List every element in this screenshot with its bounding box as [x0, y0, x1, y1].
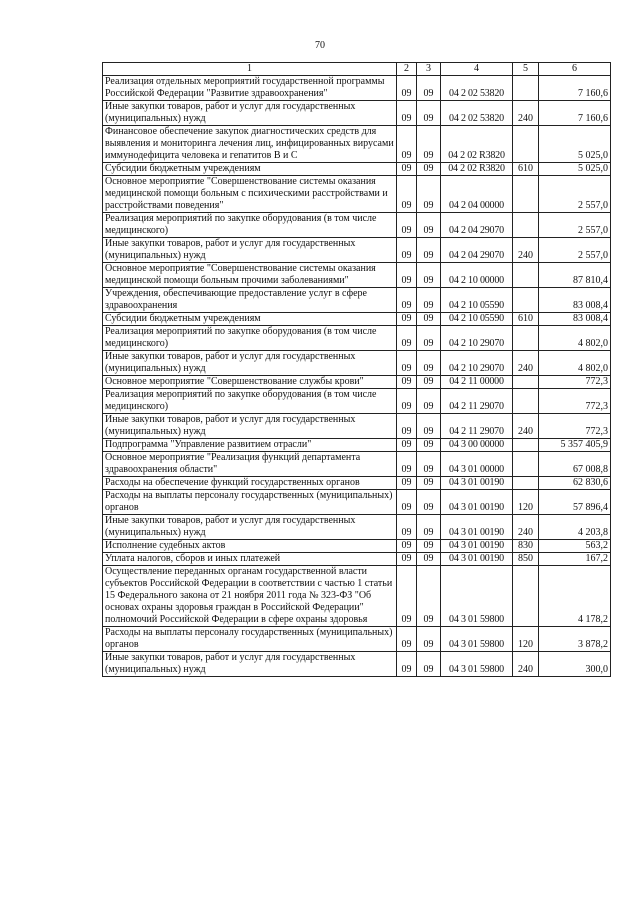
cell-subsection: 09 [417, 627, 441, 652]
cell-amount: 7 160,6 [539, 101, 611, 126]
cell-target-code: 04 2 02 R3820 [441, 126, 513, 163]
cell-expense-type: 240 [513, 414, 539, 439]
cell-section: 09 [397, 566, 417, 627]
cell-name: Иные закупки товаров, работ и услуг для государственных (муниципальных) нужд [103, 515, 397, 540]
cell-expense-type [513, 477, 539, 490]
cell-expense-type: 120 [513, 490, 539, 515]
table-row [103, 477, 611, 490]
cell-target-code: 04 3 01 00190 [441, 553, 513, 566]
cell-amount: 7 160,6 [539, 76, 611, 101]
cell-section: 09 [397, 376, 417, 389]
cell-subsection: 09 [417, 101, 441, 126]
cell-section: 09 [397, 515, 417, 540]
table-row [103, 326, 611, 351]
cell-expense-type [513, 126, 539, 163]
cell-expense-type [513, 213, 539, 238]
cell-amount: 772,3 [539, 376, 611, 389]
cell-name: Уплата налогов, сборов и иных платежей [103, 553, 397, 566]
cell-section: 09 [397, 414, 417, 439]
cell-target-code: 04 2 02 R3820 [441, 163, 513, 176]
cell-subsection: 09 [417, 389, 441, 414]
cell-section: 09 [397, 76, 417, 101]
cell-name: Осуществление переданных органам государственной власти субъектов Российской Федерации в соответствии с частью 1 статьи 15 Федерального закона от 21 ноября 2011 года № 323-ФЗ "Об основах охраны здоровья граждан в Российской Федерации" полномочий Российской Федерации в сфере охраны здоровья [103, 566, 397, 627]
cell-section: 09 [397, 439, 417, 452]
cell-subsection: 09 [417, 213, 441, 238]
table-row [103, 213, 611, 238]
cell-name: Иные закупки товаров, работ и услуг для государственных (муниципальных) нужд [103, 652, 397, 677]
cell-amount: 4 178,2 [539, 566, 611, 627]
cell-expense-type: 240 [513, 652, 539, 677]
table-row [103, 176, 611, 213]
cell-target-code: 04 2 11 29070 [441, 414, 513, 439]
cell-amount: 300,0 [539, 652, 611, 677]
cell-subsection: 09 [417, 126, 441, 163]
cell-name: Реализация мероприятий по закупке оборудования (в том числе медицинского) [103, 326, 397, 351]
table-row [103, 238, 611, 263]
cell-target-code: 04 3 01 59800 [441, 627, 513, 652]
cell-subsection: 09 [417, 313, 441, 326]
column-header-name: 1 [103, 63, 397, 76]
cell-amount: 5 025,0 [539, 126, 611, 163]
cell-expense-type: 610 [513, 313, 539, 326]
cell-target-code: 04 2 04 29070 [441, 238, 513, 263]
cell-subsection: 09 [417, 477, 441, 490]
cell-target-code: 04 2 04 29070 [441, 213, 513, 238]
cell-section: 09 [397, 163, 417, 176]
cell-target-code: 04 3 01 59800 [441, 652, 513, 677]
cell-target-code: 04 2 10 29070 [441, 351, 513, 376]
column-header-subsection: 3 [417, 63, 441, 76]
table-row [103, 313, 611, 326]
cell-name: Субсидии бюджетным учреждениям [103, 313, 397, 326]
cell-amount: 2 557,0 [539, 176, 611, 213]
cell-amount: 2 557,0 [539, 213, 611, 238]
budget-rows [103, 76, 611, 677]
table-row [103, 627, 611, 652]
cell-amount: 57 896,4 [539, 490, 611, 515]
cell-section: 09 [397, 288, 417, 313]
cell-expense-type: 120 [513, 627, 539, 652]
cell-section: 09 [397, 176, 417, 213]
table-row [103, 376, 611, 389]
cell-section: 09 [397, 313, 417, 326]
cell-subsection: 09 [417, 351, 441, 376]
table-row [103, 414, 611, 439]
cell-subsection: 09 [417, 176, 441, 213]
cell-subsection: 09 [417, 652, 441, 677]
cell-subsection: 09 [417, 553, 441, 566]
cell-subsection: 09 [417, 238, 441, 263]
cell-section: 09 [397, 477, 417, 490]
cell-target-code: 04 3 01 00190 [441, 477, 513, 490]
cell-target-code: 04 2 10 05590 [441, 313, 513, 326]
cell-amount: 5 357 405,9 [539, 439, 611, 452]
cell-name: Финансовое обеспечение закупок диагностических средств для выявления и мониторинга лечения лиц, инфицированных вирусами иммунодефицита человека и гепатитов В и С [103, 126, 397, 163]
cell-name: Субсидии бюджетным учреждениям [103, 163, 397, 176]
cell-expense-type: 240 [513, 238, 539, 263]
cell-name: Реализация отдельных мероприятий государственной программы Российской Федерации "Развитие здравоохранения" [103, 76, 397, 101]
cell-expense-type [513, 389, 539, 414]
cell-amount: 4 203,8 [539, 515, 611, 540]
cell-section: 09 [397, 490, 417, 515]
column-header-amount: 6 [539, 63, 611, 76]
cell-amount: 2 557,0 [539, 238, 611, 263]
cell-name: Иные закупки товаров, работ и услуг для государственных (муниципальных) нужд [103, 101, 397, 126]
cell-subsection: 09 [417, 566, 441, 627]
cell-subsection: 09 [417, 326, 441, 351]
page-number: 70 [315, 40, 325, 51]
cell-subsection: 09 [417, 414, 441, 439]
cell-subsection: 09 [417, 76, 441, 101]
table-row [103, 540, 611, 553]
table-row [103, 566, 611, 627]
cell-target-code: 04 2 11 00000 [441, 376, 513, 389]
column-header-target-code: 4 [441, 63, 513, 76]
cell-expense-type [513, 439, 539, 452]
cell-target-code: 04 3 00 00000 [441, 439, 513, 452]
cell-amount: 67 008,8 [539, 452, 611, 477]
cell-target-code: 04 2 10 00000 [441, 263, 513, 288]
cell-subsection: 09 [417, 263, 441, 288]
cell-expense-type: 850 [513, 553, 539, 566]
cell-section: 09 [397, 326, 417, 351]
cell-expense-type [513, 288, 539, 313]
cell-target-code: 04 2 02 53820 [441, 76, 513, 101]
table-row [103, 288, 611, 313]
cell-subsection: 09 [417, 452, 441, 477]
cell-target-code: 04 3 01 00190 [441, 540, 513, 553]
cell-target-code: 04 3 01 00190 [441, 515, 513, 540]
cell-amount: 87 810,4 [539, 263, 611, 288]
cell-subsection: 09 [417, 439, 441, 452]
cell-amount: 5 025,0 [539, 163, 611, 176]
cell-section: 09 [397, 627, 417, 652]
cell-name: Иные закупки товаров, работ и услуг для государственных (муниципальных) нужд [103, 238, 397, 263]
column-header-expense-type: 5 [513, 63, 539, 76]
cell-amount: 772,3 [539, 389, 611, 414]
cell-expense-type [513, 263, 539, 288]
cell-name: Учреждения, обеспечивающие предоставление услуг в сфере здравоохранения [103, 288, 397, 313]
cell-target-code: 04 2 04 00000 [441, 176, 513, 213]
cell-section: 09 [397, 238, 417, 263]
cell-subsection: 09 [417, 540, 441, 553]
table-row [103, 452, 611, 477]
cell-name: Основное мероприятие "Совершенствование службы крови" [103, 376, 397, 389]
cell-expense-type [513, 326, 539, 351]
cell-expense-type: 240 [513, 101, 539, 126]
budget-table [102, 62, 611, 677]
cell-amount: 4 802,0 [539, 351, 611, 376]
cell-target-code: 04 2 10 29070 [441, 326, 513, 351]
cell-name: Исполнение судебных актов [103, 540, 397, 553]
cell-amount: 83 008,4 [539, 288, 611, 313]
cell-expense-type [513, 452, 539, 477]
cell-target-code: 04 3 01 00190 [441, 490, 513, 515]
cell-expense-type: 240 [513, 351, 539, 376]
cell-name: Иные закупки товаров, работ и услуг для государственных (муниципальных) нужд [103, 351, 397, 376]
cell-section: 09 [397, 389, 417, 414]
cell-name: Основное мероприятие "Совершенствование системы оказания медицинской помощи больным прочими заболеваниями" [103, 263, 397, 288]
cell-name: Подпрограмма "Управление развитием отрасли" [103, 439, 397, 452]
cell-amount: 4 802,0 [539, 326, 611, 351]
table-row [103, 652, 611, 677]
cell-name: Основное мероприятие "Реализация функций департамента здравоохранения области" [103, 452, 397, 477]
cell-section: 09 [397, 452, 417, 477]
cell-expense-type [513, 176, 539, 213]
column-header-section: 2 [397, 63, 417, 76]
cell-name: Реализация мероприятий по закупке оборудования (в том числе медицинского) [103, 389, 397, 414]
cell-subsection: 09 [417, 515, 441, 540]
cell-subsection: 09 [417, 288, 441, 313]
cell-expense-type: 610 [513, 163, 539, 176]
cell-target-code: 04 3 01 00000 [441, 452, 513, 477]
cell-subsection: 09 [417, 376, 441, 389]
cell-amount: 83 008,4 [539, 313, 611, 326]
header-row [103, 63, 611, 76]
table-row [103, 163, 611, 176]
cell-amount: 772,3 [539, 414, 611, 439]
cell-section: 09 [397, 126, 417, 163]
cell-subsection: 09 [417, 490, 441, 515]
table-row [103, 389, 611, 414]
cell-expense-type [513, 376, 539, 389]
cell-name: Основное мероприятие "Совершенствование системы оказания медицинской помощи больным с психическими расстройствами и расстройствами поведения" [103, 176, 397, 213]
cell-target-code: 04 3 01 59800 [441, 566, 513, 627]
cell-name: Реализация мероприятий по закупке оборудования (в том числе медицинского) [103, 213, 397, 238]
table-row [103, 490, 611, 515]
cell-name: Расходы на выплаты персоналу государственных (муниципальных) органов [103, 627, 397, 652]
cell-section: 09 [397, 652, 417, 677]
table-row [103, 553, 611, 566]
cell-expense-type [513, 566, 539, 627]
table-row [103, 76, 611, 101]
table-row [103, 101, 611, 126]
cell-expense-type: 240 [513, 515, 539, 540]
table-row [103, 439, 611, 452]
table-row [103, 126, 611, 163]
cell-name: Иные закупки товаров, работ и услуг для государственных (муниципальных) нужд [103, 414, 397, 439]
table-row [103, 515, 611, 540]
cell-section: 09 [397, 101, 417, 126]
cell-section: 09 [397, 553, 417, 566]
cell-subsection: 09 [417, 163, 441, 176]
cell-amount: 563,2 [539, 540, 611, 553]
cell-section: 09 [397, 351, 417, 376]
cell-section: 09 [397, 213, 417, 238]
cell-expense-type [513, 76, 539, 101]
cell-target-code: 04 2 02 53820 [441, 101, 513, 126]
cell-expense-type: 830 [513, 540, 539, 553]
cell-section: 09 [397, 540, 417, 553]
table-row [103, 351, 611, 376]
cell-target-code: 04 2 11 29070 [441, 389, 513, 414]
cell-target-code: 04 2 10 05590 [441, 288, 513, 313]
cell-amount: 167,2 [539, 553, 611, 566]
cell-section: 09 [397, 263, 417, 288]
cell-name: Расходы на обеспечение функций государственных органов [103, 477, 397, 490]
cell-amount: 3 878,2 [539, 627, 611, 652]
cell-amount: 62 830,6 [539, 477, 611, 490]
cell-name: Расходы на выплаты персоналу государственных (муниципальных) органов [103, 490, 397, 515]
table-row [103, 263, 611, 288]
